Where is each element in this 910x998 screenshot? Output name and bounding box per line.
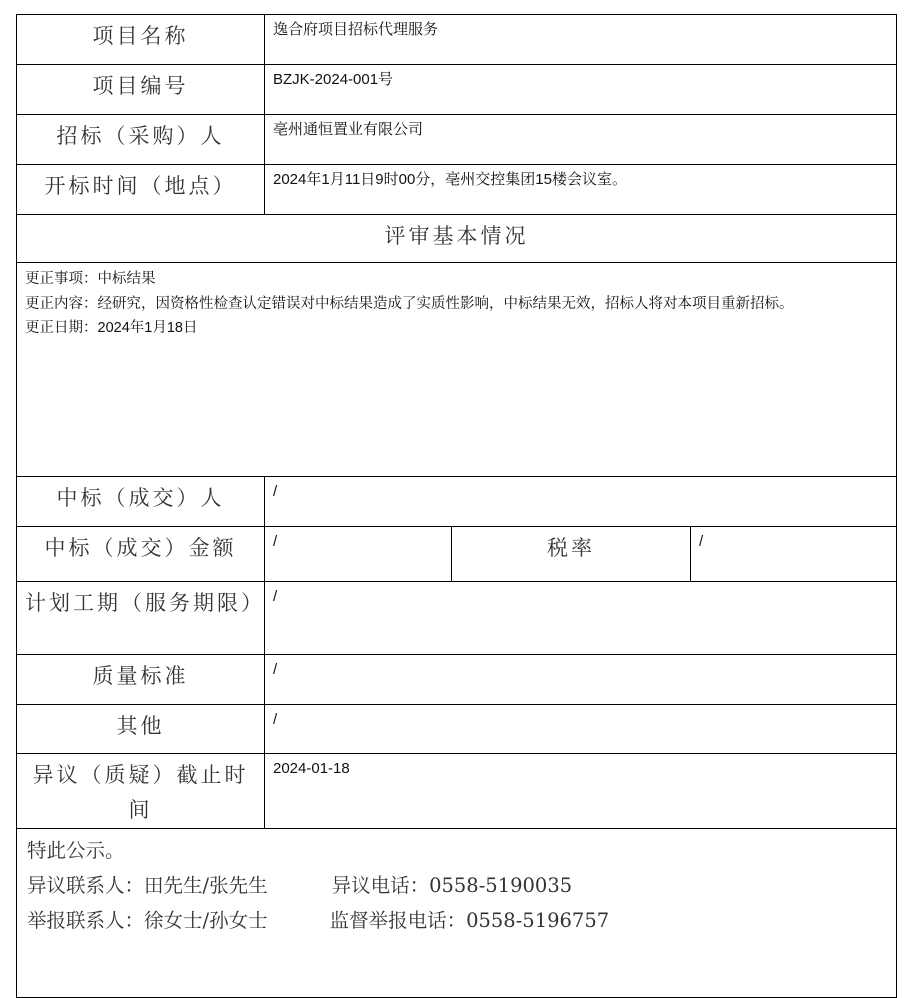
row-opening: [17, 165, 897, 215]
objection-contact: 异议联系人：田先生/张先生: [27, 874, 268, 897]
other-label: 其他: [17, 705, 265, 754]
row-objection-deadline: [17, 754, 897, 829]
period-label: 计划工期（服务期限）: [17, 582, 265, 655]
row-tenderer: [17, 115, 897, 165]
row-period: [17, 582, 897, 655]
objection-phone: 异议电话：0558-5190035: [331, 874, 573, 897]
report-contact: 举报联系人：徐女士/孙女士: [27, 909, 268, 932]
row-review-heading: [17, 215, 897, 263]
tax-label: 税率: [452, 527, 691, 582]
opening-label: 开标时间（地点）: [17, 165, 265, 215]
row-project-name: [17, 15, 897, 65]
correction-block: [17, 263, 897, 477]
report-phone: 监督举报电话：0558-5196757: [329, 909, 610, 932]
notice-table: [16, 14, 897, 998]
notice-line: 特此公示。: [27, 839, 125, 862]
row-winner: [17, 477, 897, 527]
row-footer: [17, 829, 897, 998]
correction-content-line: 更正内容：经研究，因资格性检查认定错误对中标结果造成了实质性影响，中标结果无效，招标人将对本项目重新招标。: [25, 295, 794, 312]
objection-deadline-value: 2024-01-18: [265, 754, 897, 829]
winner-label: 中标（成交）人: [17, 477, 265, 527]
row-quality: [17, 655, 897, 705]
correction-item-line: 更正事项：中标结果: [25, 271, 156, 287]
amount-label: 中标（成交）金额: [17, 527, 265, 582]
objection-contact-line: [27, 868, 886, 903]
period-value: /: [265, 582, 897, 655]
notice-sheet: [16, 14, 896, 946]
project-number-value: BZJK-2024-001号: [265, 65, 897, 115]
opening-value: 2024年1月11日9时00分，亳州交控集团15楼会议室。: [265, 165, 897, 215]
amount-value: /: [265, 527, 452, 582]
row-amount: [17, 527, 897, 582]
row-project-number: [17, 65, 897, 115]
row-correction: [17, 263, 897, 477]
tenderer-value: 亳州通恒置业有限公司: [265, 115, 897, 165]
project-name-value: 逸合府项目招标代理服务: [265, 15, 897, 65]
row-other: [17, 705, 897, 754]
quality-value: /: [265, 655, 897, 705]
report-contact-line: [27, 903, 886, 938]
quality-label: 质量标准: [17, 655, 265, 705]
tax-value: /: [691, 527, 897, 582]
objection-deadline-label: 异议（质疑）截止时间: [17, 754, 265, 829]
other-value: /: [265, 705, 897, 754]
project-name-label: 项目名称: [17, 15, 265, 65]
review-heading: 评审基本情况: [17, 215, 897, 263]
correction-date-line: 更正日期：2024年1月18日: [25, 320, 198, 336]
footer-block: [17, 829, 897, 998]
project-number-label: 项目编号: [17, 65, 265, 115]
winner-value: /: [265, 477, 897, 527]
tenderer-label: 招标（采购）人: [17, 115, 265, 165]
